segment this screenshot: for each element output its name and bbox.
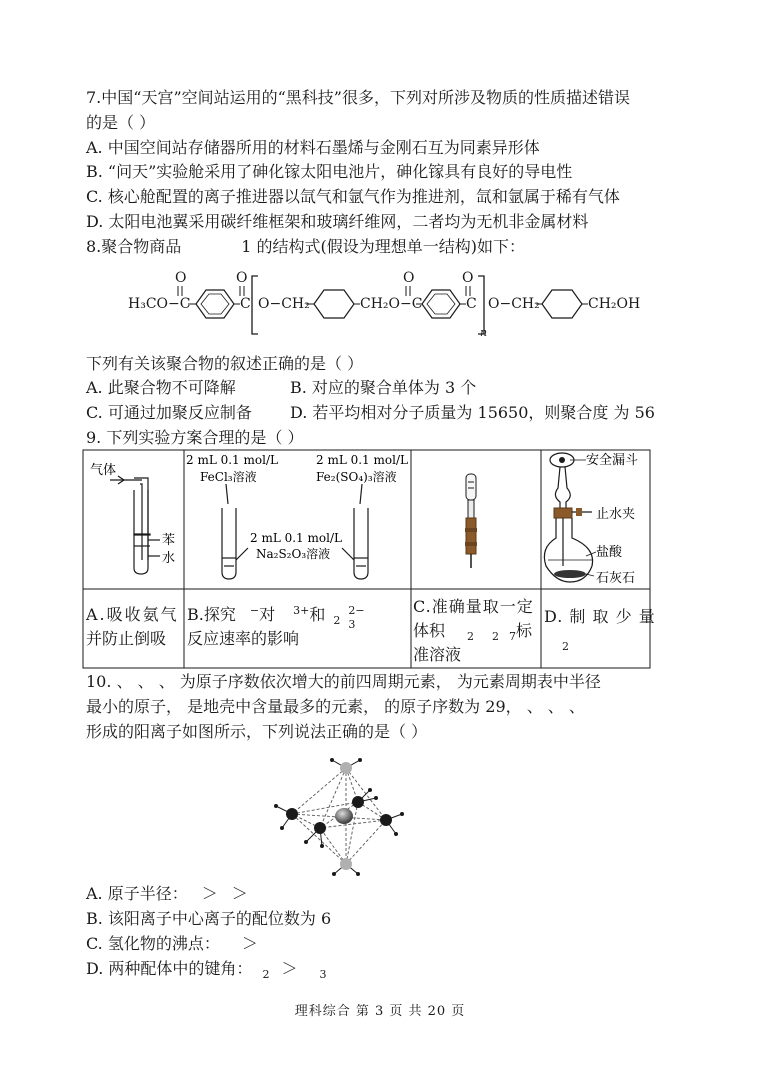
q10-stem-line1: 10. 、 、 、 为原子序数依次增大的前四周期元素， 为元素周期表中半径 (86, 672, 601, 691)
q10-option-d (86, 959, 326, 981)
q7-option-d: D. 太阳电池翼采用碳纤维框架和玻璃纤维网，二者均为无机非金属材料 (86, 212, 589, 231)
q9-cell-c-line1: C.准确量取一定 (413, 597, 534, 616)
formula-o1: O (175, 270, 187, 286)
q9-cell-a-line1: A.吸收氨气 (86, 605, 179, 624)
q7-stem-line1: 7.中国“天宫”空间站运用的“黑科技”很多，下列对所涉及物质的性质描述错误 (86, 88, 630, 107)
label-right-conc: 2 mL 0.1 mol/L (316, 453, 408, 467)
polymer-structure-formula (0, 268, 760, 348)
q9-c-text: 体积 (413, 621, 446, 640)
q8-stem-a: 8.聚合物商品 (86, 237, 182, 256)
q9-b-sub: 2 (333, 614, 341, 627)
q8-stem (86, 237, 525, 257)
q9-b-sup1: − (249, 604, 260, 617)
test-tube-left (222, 508, 236, 579)
ligand-eq-3 (380, 814, 392, 826)
label-left-conc: 2 mL 0.1 mol/L (186, 453, 278, 467)
ligand-eq-1 (286, 808, 298, 820)
q10-d-sub1: 2 (262, 968, 270, 981)
q9-b-mid: 对 (259, 605, 276, 624)
q7-option-a: A. 中国空间站存储器所用的材料石墨烯与金刚石互为同素异形体 (86, 138, 540, 157)
q9-cell-c-line3: 准溶液 (413, 645, 462, 664)
q10-stem-line2: 最小的原子， 是地壳中含量最多的元素， 的原子序数为 29， 、 、 、 (86, 697, 585, 716)
test-tube-right (354, 508, 368, 579)
label-hydrochloric-acid: 盐酸 (596, 545, 623, 560)
formula-seg2: CH₂O−C (360, 296, 423, 312)
q9-c-text-b: 标 (516, 621, 533, 640)
ligand-axial-bottom (340, 858, 352, 870)
label-left-solution: FeCl₃溶液 (200, 470, 257, 484)
q9-c-sub2: 2 (492, 630, 500, 643)
complex-cation-structure (0, 752, 760, 882)
q10-a-gt2: ＞ (231, 884, 248, 903)
q10-d-sub2: 3 (319, 968, 327, 981)
label-clamp: 止水夹 (596, 507, 636, 522)
label-gas: 气体 (90, 463, 117, 478)
q10-d-gt: ＞ (281, 959, 298, 978)
formula-o2: O (236, 270, 248, 286)
q9-b-sup3: 2− (348, 604, 365, 617)
q9-cell-c-line2 (413, 620, 532, 644)
ligand-eq-4 (314, 822, 326, 834)
q9-cell-d-line1: D. 制 取 少 量 (544, 607, 656, 626)
q9-cell-a-line2: 并防止倒吸 (86, 629, 167, 648)
q10-a-gt1: ＞ (201, 884, 218, 903)
label-bottom-solution: Na₂S₂O₃溶液 (256, 547, 331, 561)
q9-cell-b-line2: 反应速率的影响 (187, 629, 300, 648)
formula-start: H₃CO−C (128, 296, 191, 312)
label-safety-funnel: 安全漏斗 (586, 453, 639, 468)
q9-cell-b-line1 (187, 604, 365, 631)
formula-o4: O (462, 270, 474, 286)
q8-option-c: C. 可通过加聚反应制备 (86, 403, 252, 422)
q8-question: 下列有关该聚合物的叙述正确的是（ ） (86, 354, 364, 373)
q9-b-text: B.探究 (187, 605, 236, 624)
q8-stem-b: 1 的结构式(假设为理想单一结构)如下： (241, 237, 526, 256)
formula-mid1: C (240, 296, 251, 312)
ammonia-absorption-apparatus (110, 476, 160, 574)
q9-cell-d-sub: 2 (562, 640, 569, 653)
q8-option-b: B. 对应的聚合单体为 3 个 (290, 378, 477, 397)
q10-stem-line3: 形成的阳离子如图所示，下列说法正确的是（ ） (86, 722, 428, 741)
label-benzene: 苯 (162, 533, 176, 548)
q7-stem-line2: 的是（ ） (86, 113, 156, 132)
label-water: 水 (162, 551, 176, 566)
q9-c-sub1: 2 (467, 630, 475, 643)
q10-a-text: A. 原子半径： (86, 884, 188, 903)
q10-c-text: C. 氢化物的沸点： (86, 934, 220, 953)
label-right-solution: Fe₂(SO₄)₃溶液 (316, 470, 397, 484)
q9-stem: 9. 下列实验方案合理的是（ ） (86, 428, 304, 447)
burette-apparatus (465, 474, 477, 568)
formula-seg1: O−CH₂ (258, 296, 310, 312)
formula-end: CH₂OH (588, 296, 641, 312)
q8-option-d: D. 若平均相对分子质量为 15650，则聚合度 为 56 (290, 403, 655, 422)
q9-c-sub3: 7 (509, 630, 517, 643)
q10-c-gt: ＞ (241, 934, 258, 953)
q10-option-b: B. 该阳离子中心离子的配位数为 6 (86, 909, 332, 928)
q9-b-sub3: 3 (348, 618, 356, 631)
central-ion (335, 808, 353, 824)
q10-option-a (86, 884, 248, 904)
ligand-axial-top (340, 762, 352, 774)
label-limestone: 石灰石 (596, 571, 636, 586)
co2-generator-apparatus (544, 453, 596, 582)
page-footer: 理科综合 第 3 页 共 20 页 (294, 1004, 466, 1019)
q7-option-b: B. “问天”实验舱采用了砷化镓太阳电池片，砷化镓具有良好的导电性 (86, 162, 573, 181)
formula-n: n (480, 326, 488, 339)
q10-d-text: D. 两种配体中的键角： (86, 959, 253, 978)
formula-mid2: C (466, 296, 477, 312)
label-bottom-conc: 2 mL 0.1 mol/L (250, 531, 342, 545)
formula-o3: O (403, 270, 415, 286)
ligand-eq-2 (352, 796, 364, 808)
q9-b-and: 和 (309, 605, 326, 624)
formula-seg3: O−CH₂ (488, 296, 540, 312)
q10-option-c (86, 934, 258, 954)
q9-b-sup2: 3+ (293, 604, 310, 617)
q7-option-c: C. 核心舱配置的离子推进器以氙气和氩气作为推进剂，氙和氩属于稀有气体 (86, 187, 620, 206)
q8-option-a: A. 此聚合物不可降解 (86, 378, 236, 397)
